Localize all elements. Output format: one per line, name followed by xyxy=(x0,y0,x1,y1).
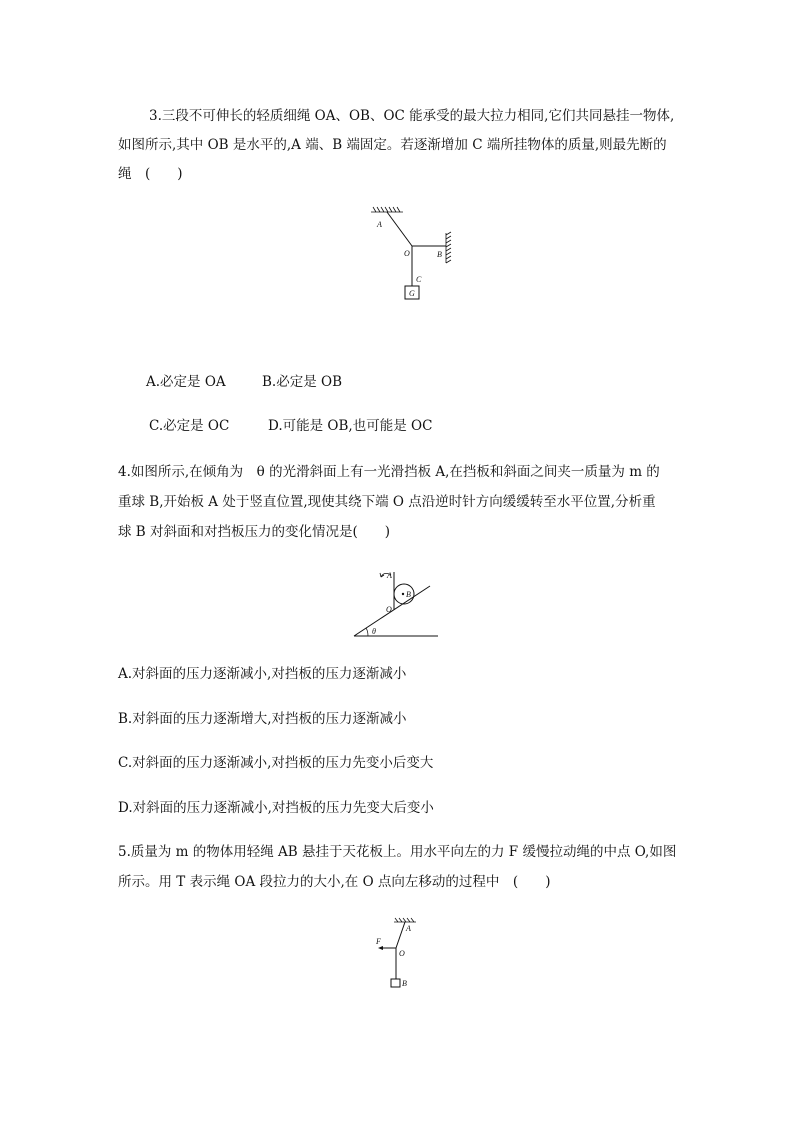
q4-option-a: A.对斜面的压力逐渐减小,对挡板的压力逐渐减小 xyxy=(118,666,407,682)
q5-ceiling xyxy=(394,918,416,922)
q4-label-o: O xyxy=(386,605,392,614)
q4-stem-line-2: 重球 B,开始板 A 处于竖直位置,现使其绕下端 O 点沿逆时针方向缓缓转至水平位置,分析重 xyxy=(118,494,656,510)
q4-ball-center xyxy=(402,593,404,595)
q5-weight-box xyxy=(391,979,400,987)
q5-label-o: O xyxy=(399,949,405,958)
q3-label-b: B xyxy=(437,250,442,259)
q4-stem-line-1: 4.如图所示,在倾角为 θ 的光滑斜面上有一光滑挡板 A,在挡板和斜面之间夹一质量为 m 的 xyxy=(118,464,660,480)
q5-figure xyxy=(372,916,422,992)
q3-option-d: D.可能是 OB,也可能是 OC xyxy=(268,418,433,434)
q3-stem-line-2: 如图所示,其中 OB 是水平的,A 端、B 端固定。若逐渐增加 C 端所挂物体的质量,则最先断的 xyxy=(118,137,667,153)
q5-stem-line-2: 所示。用 T 表示绳 OA 段拉力的大小,在 O 点向左移动的过程中 ( ) xyxy=(118,874,551,890)
q3-label-c: C xyxy=(416,275,422,284)
q3-label-o: O xyxy=(404,249,410,258)
q4-label-theta: θ xyxy=(372,627,376,636)
q5-label-f: F xyxy=(376,937,381,946)
q4-stem-line-3: 球 B 对斜面和对挡板压力的变化情况是( ) xyxy=(118,524,391,540)
q3-stem-line-1: 3.三段不可伸长的轻质细绳 OA、OB、OC 能承受的最大拉力相同,它们共同悬挂一物体, xyxy=(149,108,675,124)
q5-force-arrowhead xyxy=(378,946,383,950)
q3-option-a: A.必定是 OA xyxy=(146,374,226,390)
q3-wall xyxy=(446,232,451,263)
q3-ceiling xyxy=(371,207,403,212)
q5-label-b: B xyxy=(402,979,407,988)
q4-angle-arc xyxy=(366,628,368,636)
q4-option-b: B.对斜面的压力逐渐增大,对挡板的压力逐渐减小 xyxy=(118,711,407,727)
q5-label-a: A xyxy=(406,924,411,933)
q5-stem-line-1: 5.质量为 m 的物体用轻绳 AB 悬挂于天花板上。用水平向左的力 F 缓慢拉动绳的中点 O,如图 xyxy=(118,844,677,860)
q3-option-b: B.必定是 OB xyxy=(262,374,342,390)
q4-option-d: D.对斜面的压力逐渐减小,对挡板的压力先变大后变小 xyxy=(118,800,434,816)
q4-option-c: C.对斜面的压力逐渐减小,对挡板的压力先变小后变大 xyxy=(118,755,434,771)
q3-label-a: A xyxy=(377,220,382,229)
q3-rope-oa xyxy=(387,212,412,246)
q3-stem-line-3: 绳 ( ) xyxy=(118,166,183,182)
q3-label-g: G xyxy=(409,289,415,298)
q3-option-c: C.必定是 OC xyxy=(149,418,230,434)
q4-label-a: A xyxy=(387,571,392,580)
q4-incline xyxy=(354,586,430,636)
q5-rope-oa xyxy=(396,922,405,948)
q4-label-b: B xyxy=(406,590,411,599)
q4-figure xyxy=(350,562,442,642)
q3-figure xyxy=(365,205,465,305)
